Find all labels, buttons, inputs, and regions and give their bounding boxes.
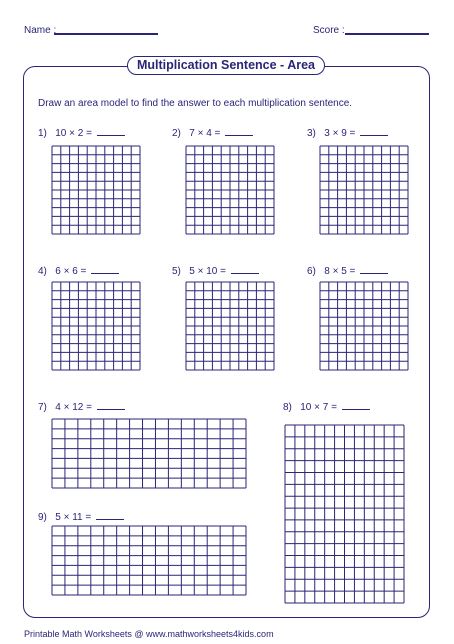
grid-1 — [52, 146, 140, 234]
grid-lines — [285, 425, 404, 603]
name-field[interactable] — [54, 33, 158, 35]
grid-lines — [52, 526, 246, 595]
problem-number: 1) — [38, 128, 47, 139]
instructions: Draw an area model to find the answer to each multiplication sentence. — [38, 98, 353, 109]
problem-4 — [38, 264, 119, 277]
name-label: Name : — [24, 25, 57, 36]
problem-expression: 10 × 2 = — [55, 128, 92, 139]
problem-8 — [283, 400, 370, 413]
worksheet-title: Multiplication Sentence - Area — [127, 56, 325, 75]
grid-lines — [320, 146, 408, 234]
grid-7 — [52, 419, 246, 488]
problem-expression: 5 × 10 = — [189, 266, 226, 277]
grid-lines — [52, 282, 140, 370]
problem-7 — [38, 400, 125, 413]
problem-6 — [307, 264, 388, 277]
answer-blank[interactable] — [96, 510, 124, 520]
problem-2 — [172, 126, 253, 139]
grid-9 — [52, 526, 246, 595]
score-label: Score : — [313, 25, 345, 36]
grid-2 — [186, 146, 274, 234]
problem-3 — [307, 126, 388, 139]
problem-expression: 10 × 7 = — [300, 402, 337, 413]
problem-number: 6) — [307, 266, 316, 277]
grid-3 — [320, 146, 408, 234]
problem-expression: 6 × 6 = — [55, 266, 87, 277]
grid-lines — [52, 146, 140, 234]
answer-blank[interactable] — [342, 400, 370, 410]
problem-number: 4) — [38, 266, 47, 277]
answer-blank[interactable] — [91, 264, 119, 274]
problem-expression: 8 × 5 = — [324, 266, 356, 277]
problem-1 — [38, 126, 125, 139]
problem-number: 2) — [172, 128, 181, 139]
grid-4 — [52, 282, 140, 370]
answer-blank[interactable] — [225, 126, 253, 136]
answer-blank[interactable] — [97, 126, 125, 136]
grid-8 — [285, 425, 404, 603]
problem-expression: 7 × 4 = — [189, 128, 221, 139]
problem-number: 3) — [307, 128, 316, 139]
grid-5 — [186, 282, 274, 370]
problem-number: 7) — [38, 402, 47, 413]
answer-blank[interactable] — [360, 264, 388, 274]
answer-blank[interactable] — [360, 126, 388, 136]
grid-lines — [320, 282, 408, 370]
problem-expression: 4 × 12 = — [55, 402, 92, 413]
problem-number: 5) — [172, 266, 181, 277]
answer-blank[interactable] — [231, 264, 259, 274]
problem-expression: 5 × 11 = — [55, 512, 92, 523]
footer-credit: Printable Math Worksheets @ www.mathworksheets4kids.com — [24, 629, 274, 639]
problem-number: 8) — [283, 402, 292, 413]
problem-5 — [172, 264, 259, 277]
problem-number: 9) — [38, 512, 47, 523]
grid-lines — [186, 146, 274, 234]
grid-lines — [186, 282, 274, 370]
problem-expression: 3 × 9 = — [324, 128, 356, 139]
answer-blank[interactable] — [97, 400, 125, 410]
grid-lines — [52, 419, 246, 488]
problem-9 — [38, 510, 124, 523]
grid-6 — [320, 282, 408, 370]
score-field[interactable] — [345, 33, 429, 35]
